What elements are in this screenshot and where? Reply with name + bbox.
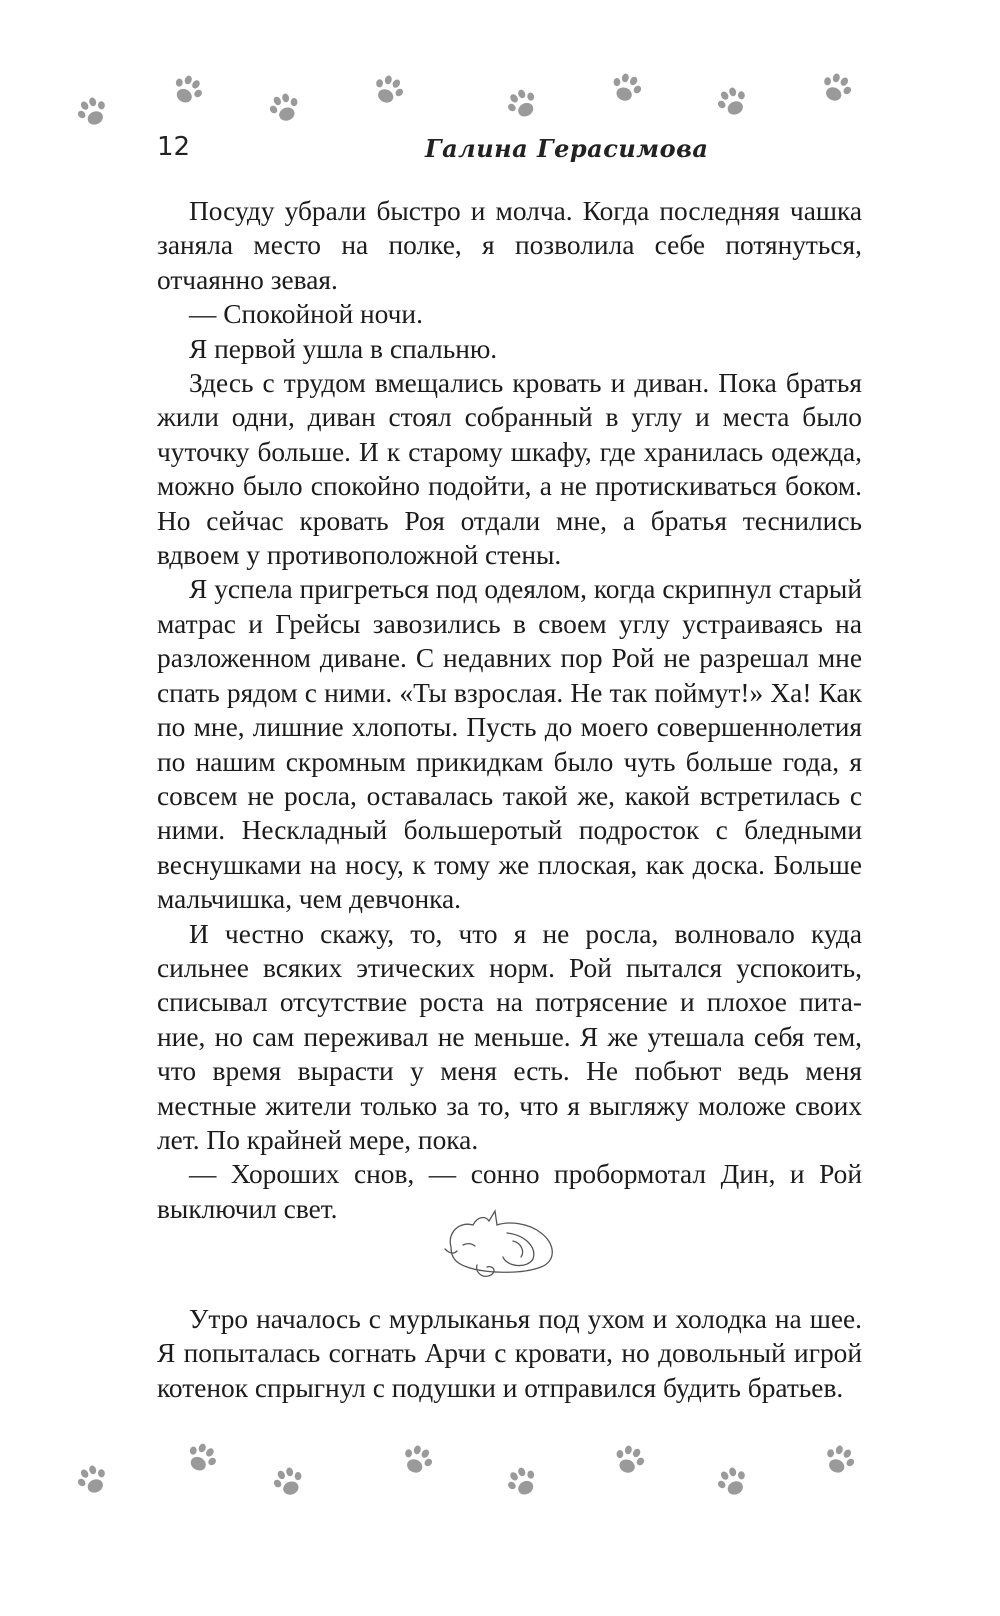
paw-print-icon bbox=[609, 72, 643, 106]
paragraph: Здесь с трудом вмещались кровать и диван. Пока братья жили одни, диван стоял собранный в углу и места было чуточку больше. И к старому шкафу, где хранилась одежда, можно было спокойно подойти, а не протискиваться боком. Но сейчас кровать Роя отдали мне, а братья теснились вдвоем у противоположной стены. bbox=[157, 368, 862, 571]
paw-print-icon bbox=[716, 86, 750, 120]
sleeping-cat-icon bbox=[437, 1203, 565, 1283]
paw-print-icon bbox=[819, 72, 853, 106]
body-text-before-divider bbox=[157, 194, 862, 1226]
paragraph: И честно скажу, то, что я не росла, волновало куда сильнее всяких этических норм. Рой пытался успокоить, списывал отсутствие роста на потрясение и плохое питание, но сам переживал не меньше. Я же утешала себя тем, что время вырасти у меня есть. Не побьют ведь меня местные жители только за то, что я выгляжу моложе своих лет. По крайней мере, пока. bbox=[157, 918, 862, 1155]
paw-print-icon bbox=[76, 1464, 110, 1498]
paragraph: Я первой ушла в спальню. bbox=[189, 333, 498, 364]
paw-print-icon bbox=[272, 1466, 306, 1500]
paw-print-icon bbox=[506, 88, 540, 122]
paragraph: Утро началось с мурлыканья под ухом и холодка на шее. Я попыталась согнать Арчи с кровати, но довольный игрой котенок спрыгнул с подушки и отправился будить братьев. bbox=[157, 1304, 862, 1403]
page-number: 12 bbox=[157, 132, 191, 162]
paw-print-icon bbox=[612, 1444, 646, 1478]
paragraph: — Хороших снов, — сонно пробормотал Дин, и Рой выключил свет. bbox=[157, 1159, 862, 1224]
paw-print-icon bbox=[170, 74, 204, 108]
paragraph: Я успела пригреться под одеялом, когда скрипнул старый матрас и Грейсы завозились в своем углу устраиваясь на разложенном диване. С недавних пор Рой не разрешал мне спать рядом с ними. «Ты взрослая. Не так поймут!» Ха! Как по мне, лишние хлопоты. Пусть до моего совершеннолетия по нашим скромным прикидкам было чуть больше года, я совсем не росла, оставалась такой же, какой встретилась с ними. Нескладный большеротый подросток с бледными веснушками на носу, к тому же плоская, как доска. Больше мальчишка, чем девчонка. bbox=[157, 574, 862, 915]
paw-print-icon bbox=[822, 1444, 856, 1478]
body-text-after-divider bbox=[157, 1302, 862, 1405]
paw-print-icon bbox=[184, 1442, 218, 1476]
bottom-paw-decoration bbox=[0, 1438, 1000, 1518]
page-header bbox=[157, 132, 862, 176]
paragraph: Посуду убрали быстро и молча. Когда последняя чашка заняла место на полке, я позволила себе потянуться, отчаянно зевая. bbox=[157, 196, 862, 295]
paragraph: — Спокойной ночи. bbox=[189, 299, 423, 330]
paw-print-icon bbox=[716, 1466, 750, 1500]
running-title: Галина Герасимова bbox=[425, 134, 709, 163]
paw-print-icon bbox=[506, 1466, 540, 1500]
paw-print-icon bbox=[400, 1444, 434, 1478]
paw-print-icon bbox=[76, 96, 110, 130]
paw-print-icon bbox=[268, 92, 302, 126]
paw-print-icon bbox=[371, 74, 405, 108]
